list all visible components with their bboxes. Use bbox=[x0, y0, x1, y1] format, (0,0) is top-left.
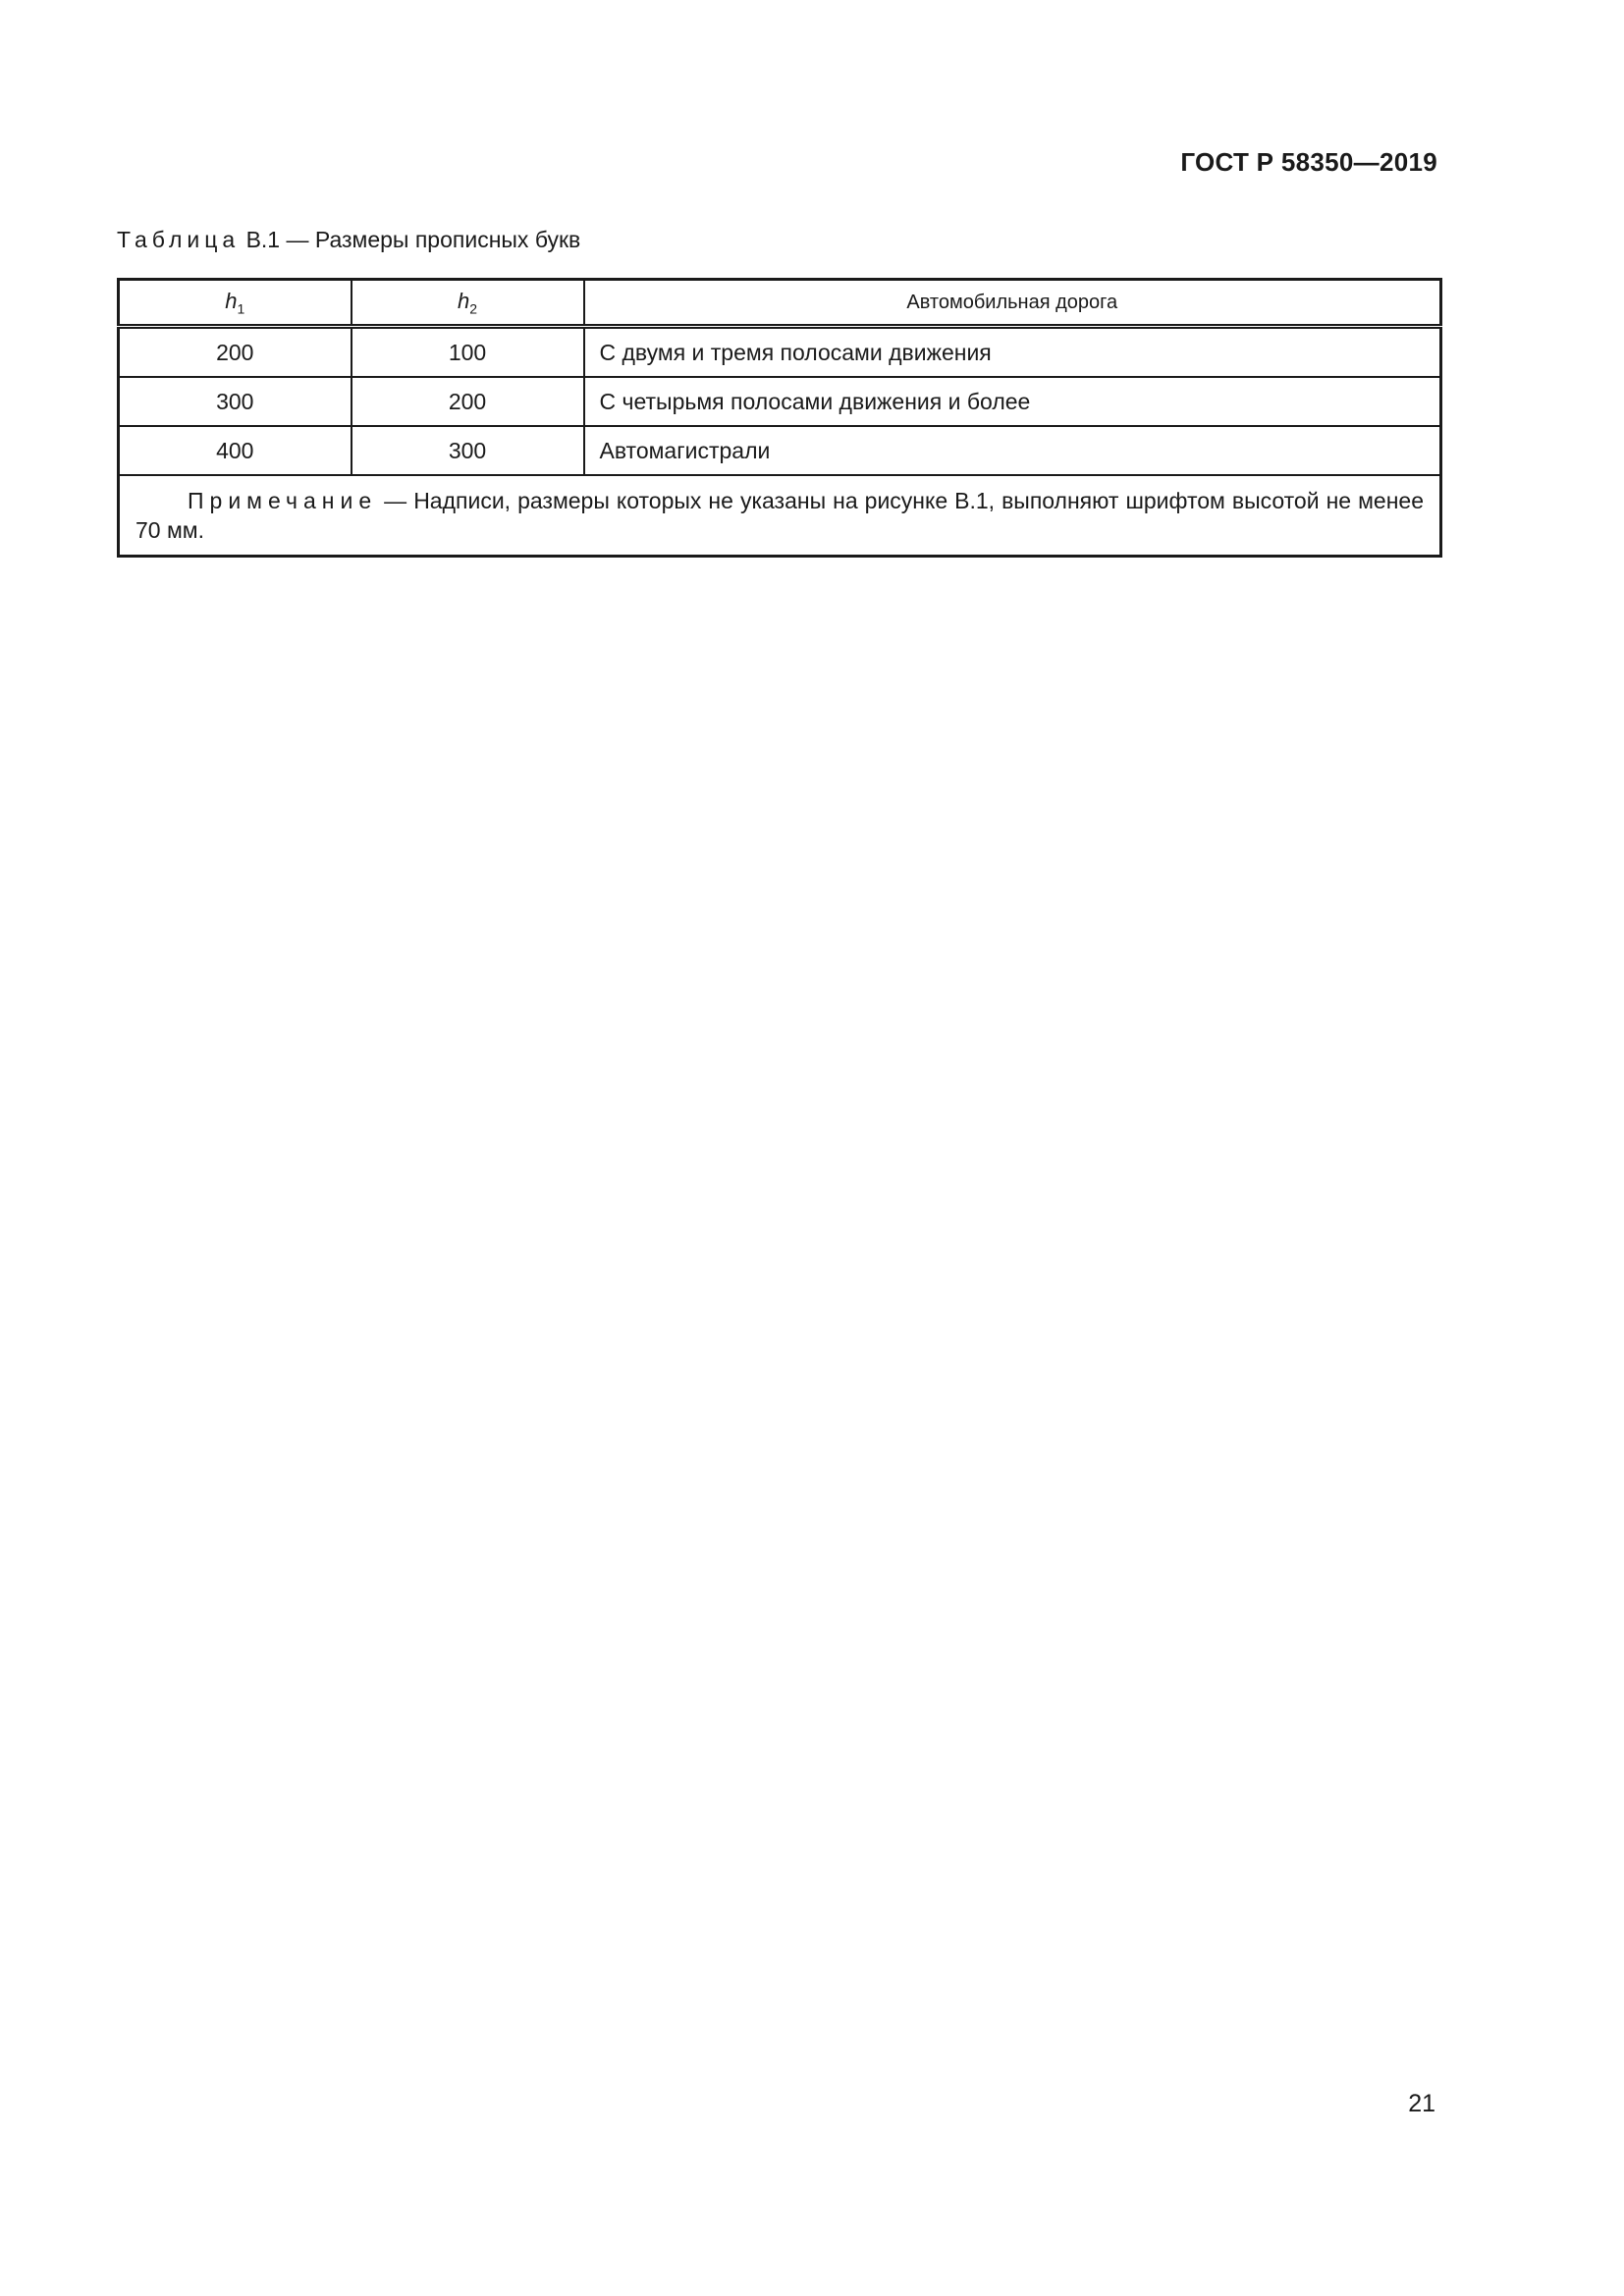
cell-h2: 200 bbox=[352, 377, 584, 426]
table-row bbox=[119, 426, 1441, 475]
column-header-h1: $h_1$ bbox=[119, 280, 352, 327]
table-caption-text: В.1 — Размеры прописных букв bbox=[240, 227, 581, 252]
cell-h1: 300 bbox=[119, 377, 352, 426]
page-number: 21 bbox=[1408, 2090, 1435, 2117]
cell-road: Автомагистрали bbox=[584, 426, 1441, 475]
document-designation: ГОСТ Р 58350—2019 bbox=[1180, 147, 1437, 177]
cell-road: С двумя и тремя полосами движения bbox=[584, 327, 1441, 378]
table-note-row bbox=[119, 475, 1441, 557]
cell-road: С четырьмя полосами движения и более bbox=[584, 377, 1441, 426]
cell-h2: 100 bbox=[352, 327, 584, 378]
table-header-row bbox=[119, 280, 1441, 327]
table-note bbox=[119, 475, 1441, 557]
letter-sizes-table bbox=[117, 278, 1442, 558]
table-caption bbox=[117, 227, 580, 253]
column-header-road: Автомобильная дорога bbox=[584, 280, 1441, 327]
note-text: — Надписи, размеры которых не указаны на рисунке В.1, выполняют шрифтом высотой не менее 70 мм. bbox=[135, 488, 1424, 543]
cell-h1: 200 bbox=[119, 327, 352, 378]
table-row bbox=[119, 377, 1441, 426]
cell-h2: 300 bbox=[352, 426, 584, 475]
cell-h1: 400 bbox=[119, 426, 352, 475]
table-container bbox=[117, 278, 1442, 558]
table-row bbox=[119, 327, 1441, 378]
note-label: Примечание bbox=[188, 488, 378, 513]
table-caption-label: Таблица bbox=[117, 227, 241, 252]
column-header-h2: $h_2$ bbox=[352, 280, 584, 327]
